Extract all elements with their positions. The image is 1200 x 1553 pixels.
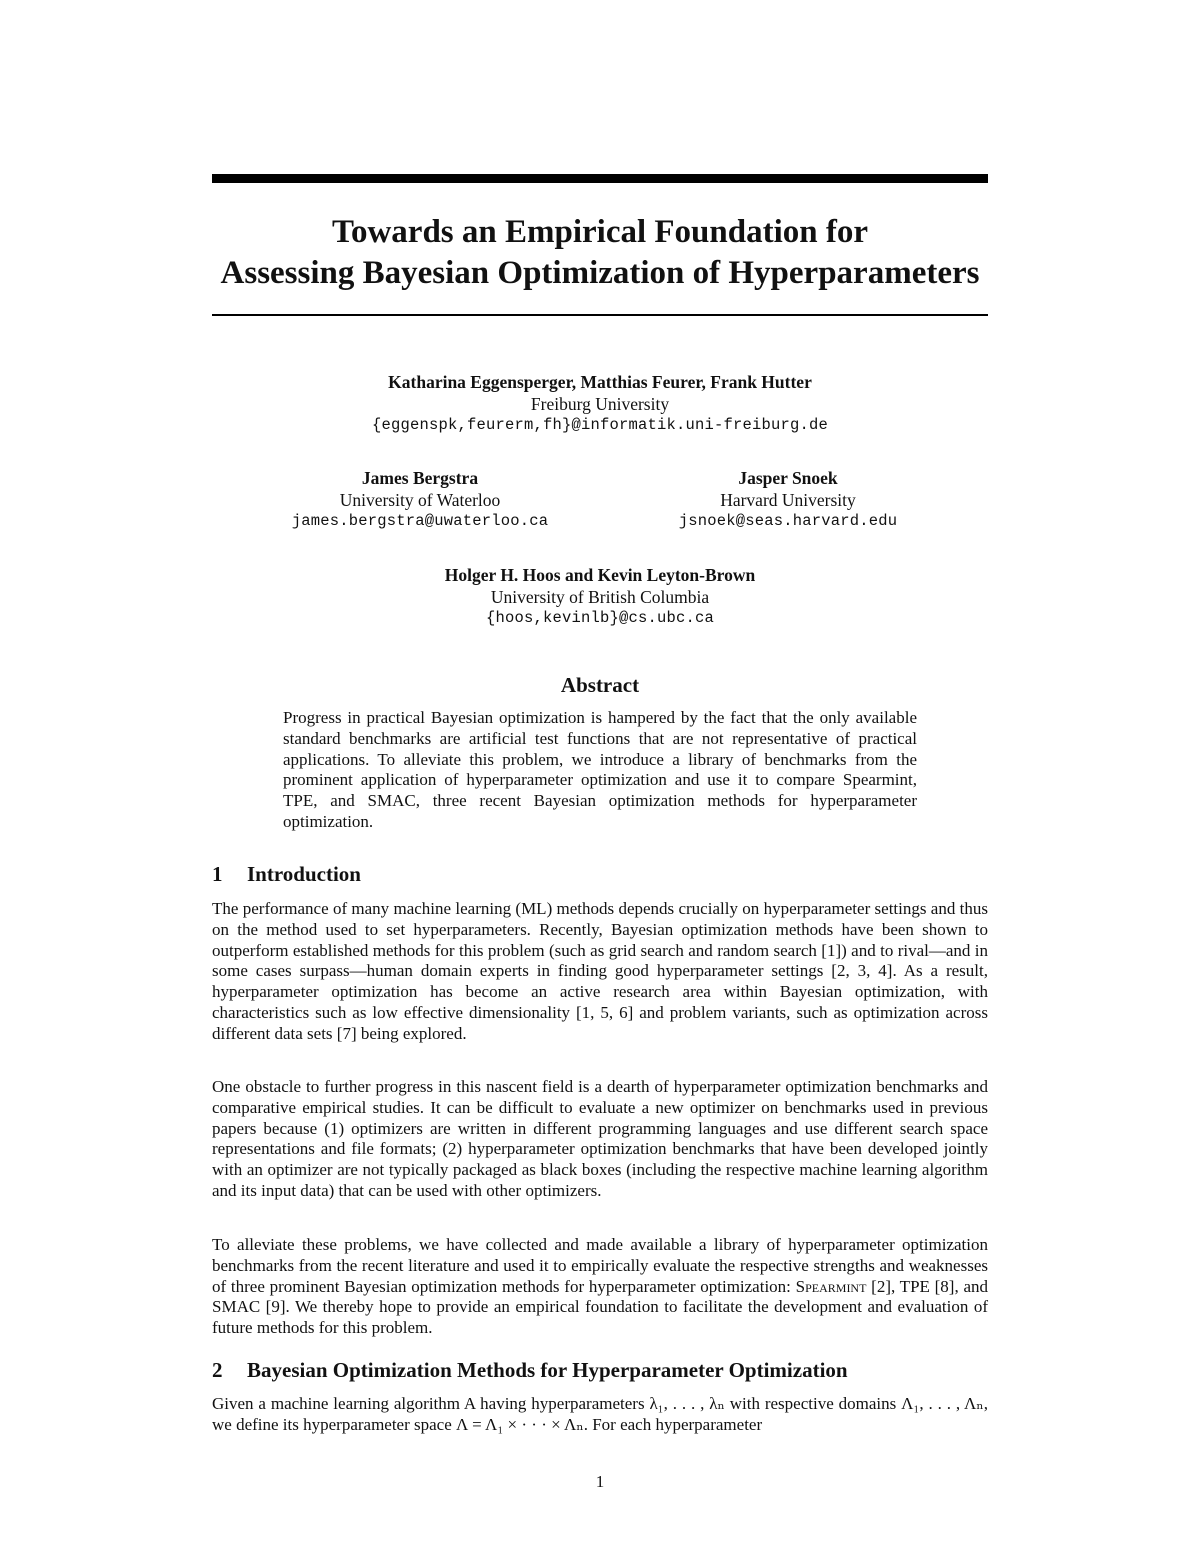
title-bottom-rule xyxy=(212,314,988,316)
author-affiliation: Freiburg University xyxy=(530,393,670,414)
author-names: Holger H. Hoos and Kevin Leyton-Brown xyxy=(444,565,756,585)
spearmint-name: Spearmint xyxy=(795,1276,867,1296)
author-group-freiburg xyxy=(212,372,988,437)
section-number: 1 xyxy=(212,862,223,886)
intro-paragraph-3-part-a: To alleviate these problems, we have collected and made available a library of hyperparameter optimization benchmarks from the recent literature and used it to empirically evaluate the respective strengths and weaknesses of three prominent Bayesian optimization methods for hyperparameter optimization: xyxy=(212,1235,988,1296)
intro-paragraph-3-part-b: [2], TPE [8], and SMAC [9]. We thereby hope to provide an empirical foundation to facilitate the development and evaluation of future methods for this problem. xyxy=(212,1276,988,1338)
section-2-heading xyxy=(212,1358,848,1383)
author-email: {eggenspk,feurerm,fh}@informatik.uni-freiburg.de xyxy=(371,416,829,434)
author-names: Katharina Eggensperger, Matthias Feurer, Frank Hutter xyxy=(388,372,812,392)
author-affiliation: University of British Columbia xyxy=(490,586,710,607)
section-title: Bayesian Optimization Methods for Hyperparameter Optimization xyxy=(247,1358,848,1382)
author-affiliation: University of Waterloo xyxy=(339,489,501,510)
intro-paragraph-1: The performance of many machine learning (ML) methods depends crucially on hyperparameter settings and thus on the method used to set hyperparameters. Recently, Bayesian optimization methods have been shown to outperform established methods for this problem (such as grid search and random search [1]) and to rival—and in some cases surpass—human domain experts in finding good hyperparameter settings [2, 3, 4]. As a result, hyperparameter optimization has become an active research area within Bayesian optimization, with characteristics such as low effective dimensionality [1, 5, 6] and problem variants, such as optimization across different data sets [7] being explored. xyxy=(212,899,988,1043)
intro-paragraph-3 xyxy=(212,1235,988,1339)
author-names: Jasper Snoek xyxy=(738,468,838,488)
author-group-harvard xyxy=(600,468,976,533)
section-1-heading xyxy=(212,862,361,887)
title-line-1: Towards an Empirical Foundation for xyxy=(331,214,869,250)
intro-paragraph-2: One obstacle to further progress in this nascent field is a dearth of hyperparameter optimization benchmarks and comparative empirical studies. It can be difficult to evaluate a new optimizer on benchmarks used in previous papers because (1) optimizers are written in different programming languages and use different search space representations and file formats; (2) hyperparameter optimization benchmarks that have been developed jointly with an optimizer are not typically packaged as black boxes (including the respective machine learning algorithm and its input data) that can be used with other optimizers. xyxy=(212,1077,988,1200)
author-group-waterloo xyxy=(240,468,600,533)
author-email: {hoos,kevinlb}@cs.ubc.ca xyxy=(485,609,715,627)
page-number: 1 xyxy=(595,1472,605,1491)
section-2-paragraph-1: Given a machine learning algorithm A having hyperparameters λ₁, . . . , λₙ with respective domains Λ₁, . . . , Λₙ, we define its hyperparameter space Λ = Λ₁ × · · · × Λₙ. For each hyperparameter xyxy=(212,1394,988,1434)
section-number: 2 xyxy=(212,1358,223,1382)
title-line-2: Assessing Bayesian Optimization of Hyperparameters xyxy=(220,255,980,291)
author-names: James Bergstra xyxy=(361,468,479,488)
author-email: james.bergstra@uwaterloo.ca xyxy=(291,512,549,530)
author-affiliation: Harvard University xyxy=(720,489,856,510)
paper-title xyxy=(212,212,988,294)
author-group-ubc xyxy=(212,565,988,630)
abstract-text: Progress in practical Bayesian optimization is hampered by the fact that the only available standard benchmarks are artificial test functions that are not representative of practical applications. To alleviate this problem, we introduce a library of benchmarks from the prominent application of hyperparameter optimization and use it to compare Spearmint, TPE, and SMAC, three recent Bayesian optimization methods for hyperparameter optimization. xyxy=(283,708,917,831)
title-top-rule xyxy=(212,174,988,183)
section-title: Introduction xyxy=(247,862,361,886)
author-email: jsnoek@seas.harvard.edu xyxy=(678,512,898,530)
abstract-heading: Abstract xyxy=(560,673,640,697)
